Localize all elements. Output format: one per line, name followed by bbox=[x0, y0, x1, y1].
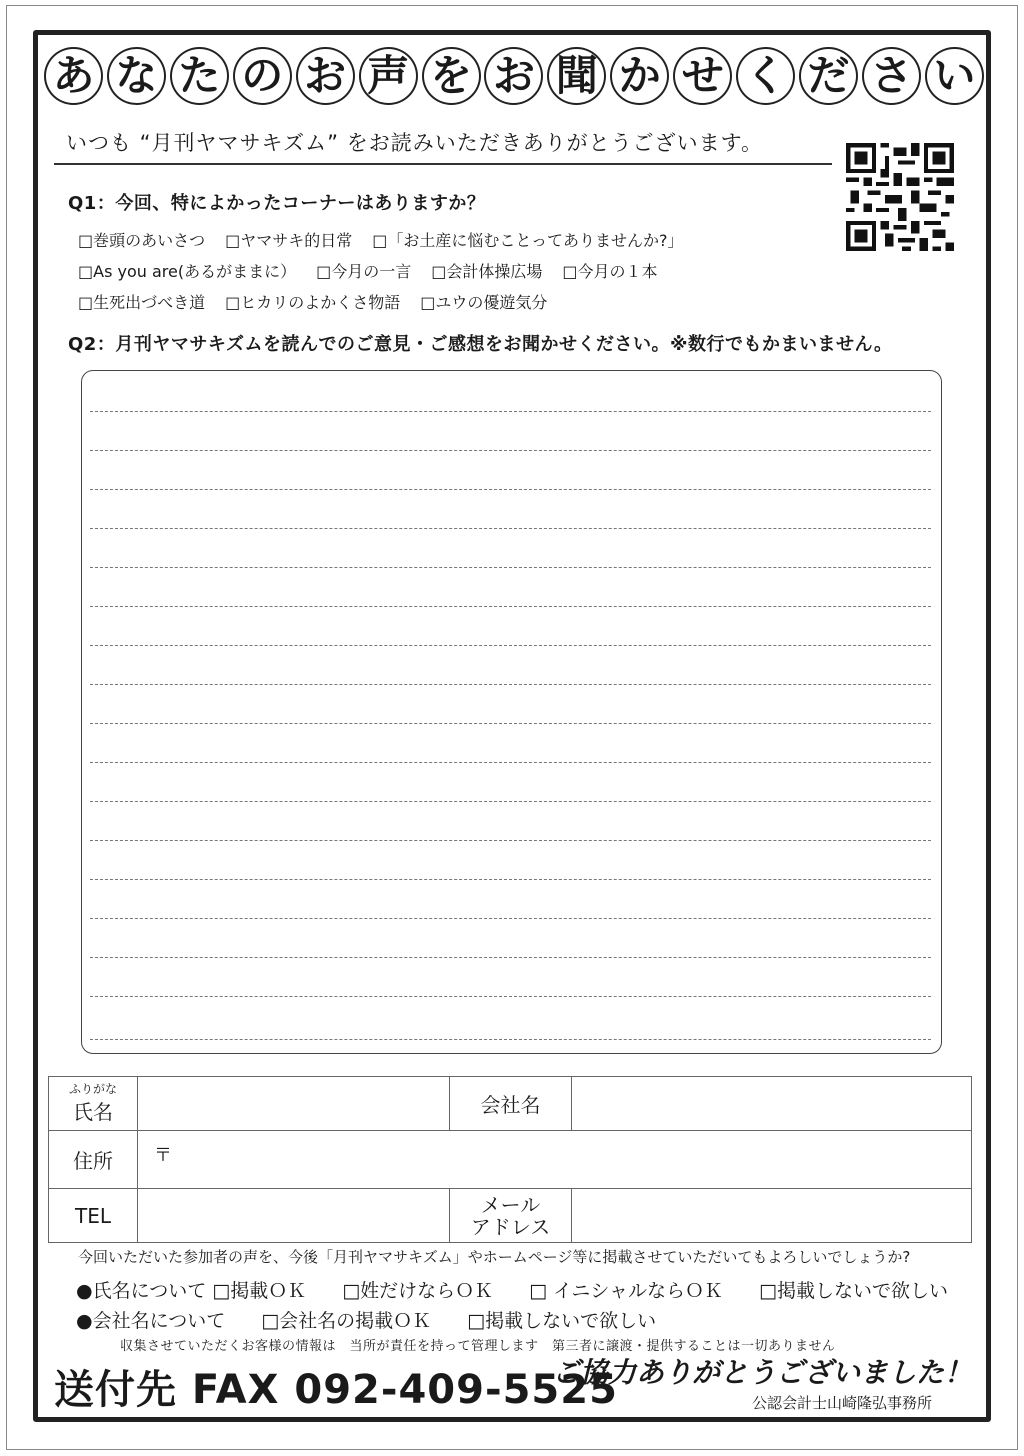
checkbox-option[interactable]: □会計体操広場 bbox=[431, 262, 543, 281]
checkbox-option[interactable]: □巻頭のあいさつ bbox=[78, 231, 206, 250]
office-name: 公認会計士山崎隆弘事務所 bbox=[752, 1394, 933, 1412]
title-char: を bbox=[422, 47, 481, 105]
title-char: だ bbox=[799, 47, 858, 105]
checkbox-option[interactable]: □As you are(あるがままに） bbox=[78, 262, 297, 281]
title-char: 聞 bbox=[547, 47, 606, 105]
writing-line bbox=[90, 606, 931, 607]
title-char: お bbox=[484, 47, 543, 105]
title-char: せ bbox=[673, 47, 732, 105]
checkbox-option[interactable]: □ユウの優遊気分 bbox=[420, 293, 548, 312]
title-char: く bbox=[736, 47, 795, 105]
title-char: か bbox=[610, 47, 669, 105]
writing-line bbox=[90, 489, 931, 490]
name-label: 氏名 bbox=[73, 1100, 113, 1124]
consent-option[interactable]: □掲載しないで欲しい bbox=[759, 1280, 948, 1302]
consent-option[interactable]: □掲載しないで欲しい bbox=[467, 1310, 657, 1332]
email-label-line2: アドレス bbox=[470, 1214, 551, 1239]
checkbox-option[interactable]: □ヤマサキ的日常 bbox=[225, 231, 353, 250]
writing-line bbox=[90, 567, 931, 568]
writing-line bbox=[90, 411, 931, 412]
title-char: あ bbox=[44, 47, 103, 105]
title-char: 声 bbox=[359, 47, 418, 105]
greeting-text: いつも “月刊ヤマサキズム” をお読みいただきありがとうございます。 bbox=[66, 131, 764, 155]
title-char: い bbox=[925, 47, 984, 105]
q1-options-row bbox=[78, 228, 684, 251]
tel-label: TEL bbox=[49, 1189, 138, 1243]
writing-line bbox=[90, 840, 931, 841]
fax-destination: 送付先 FAX 092-409-5525 bbox=[54, 1367, 618, 1413]
consent-row-label: ●会社名について bbox=[76, 1310, 226, 1332]
email-label-cell bbox=[450, 1189, 572, 1243]
writing-line bbox=[90, 879, 931, 880]
checkbox-option[interactable]: □生死出づべき道 bbox=[78, 293, 206, 312]
name-field[interactable] bbox=[138, 1077, 450, 1131]
tel-field[interactable] bbox=[138, 1189, 450, 1243]
checkbox-option[interactable]: □今月の一言 bbox=[316, 262, 412, 281]
address-label: 住所 bbox=[49, 1131, 138, 1189]
writing-line bbox=[90, 1039, 931, 1040]
contact-info-table bbox=[48, 1076, 972, 1243]
consent-question: 今回いただいた参加者の声を、今後「月刊ヤマサキズム」やホームページ等に掲載させていただいてもよろしいでしょうか? bbox=[78, 1248, 911, 1266]
title-char: の bbox=[233, 47, 292, 105]
consent-option[interactable]: □姓だけならＯＫ bbox=[342, 1280, 494, 1302]
comment-answer-area[interactable] bbox=[81, 370, 942, 1054]
checkbox-option[interactable]: □「お土産に悩むことってありませんか?」 bbox=[372, 231, 684, 250]
consent-option[interactable]: ●氏名について □掲載ＯＫ bbox=[76, 1280, 307, 1302]
writing-line bbox=[90, 450, 931, 451]
consent-option[interactable]: □会社名の掲載ＯＫ bbox=[261, 1310, 432, 1332]
title-char: さ bbox=[862, 47, 921, 105]
email-field[interactable] bbox=[572, 1189, 972, 1243]
writing-line bbox=[90, 996, 931, 997]
consent-option[interactable]: □ イニシャルならＯＫ bbox=[529, 1280, 724, 1302]
writing-line bbox=[90, 645, 931, 646]
title-char: な bbox=[107, 47, 166, 105]
title-char: た bbox=[170, 47, 229, 105]
writing-line bbox=[90, 801, 931, 802]
divider bbox=[54, 163, 832, 165]
thanks-message: ご協力ありがとうございました！ bbox=[552, 1356, 973, 1389]
checkbox-option[interactable]: □今月の１本 bbox=[562, 262, 658, 281]
title-char: お bbox=[296, 47, 355, 105]
furigana-label: ふりがな bbox=[68, 1082, 117, 1096]
company-field[interactable] bbox=[572, 1077, 972, 1131]
writing-line bbox=[90, 918, 931, 919]
page-title bbox=[44, 47, 984, 105]
company-consent-row bbox=[76, 1306, 656, 1333]
privacy-notice: 収集させていただくお客様の情報は 当所が責任を持って管理します 第三者に譲渡・提供することは一切ありません bbox=[120, 1339, 836, 1354]
writing-line bbox=[90, 957, 931, 958]
writing-line bbox=[90, 762, 931, 763]
question-1: Q1：今回、特によかったコーナーはありますか？ bbox=[68, 193, 486, 214]
q1-options-row bbox=[78, 259, 657, 282]
q1-options-row bbox=[78, 290, 547, 313]
name-consent-row bbox=[76, 1276, 948, 1303]
address-field[interactable] bbox=[138, 1131, 972, 1189]
qr-code-icon[interactable] bbox=[846, 143, 954, 251]
email-label-line1: メール bbox=[480, 1192, 541, 1217]
writing-line bbox=[90, 684, 931, 685]
writing-line bbox=[90, 528, 931, 529]
checkbox-option[interactable]: □ヒカリのよかくさ物語 bbox=[225, 293, 401, 312]
postal-mark: 〒 bbox=[154, 1145, 172, 1166]
writing-line bbox=[90, 723, 931, 724]
name-label-cell bbox=[49, 1077, 138, 1131]
company-label: 会社名 bbox=[450, 1077, 572, 1131]
question-2: Q2：月刊ヤマサキズムを読んでのご意見・ご感想をお聞かせください。※数行でもかまいません。 bbox=[68, 334, 893, 355]
